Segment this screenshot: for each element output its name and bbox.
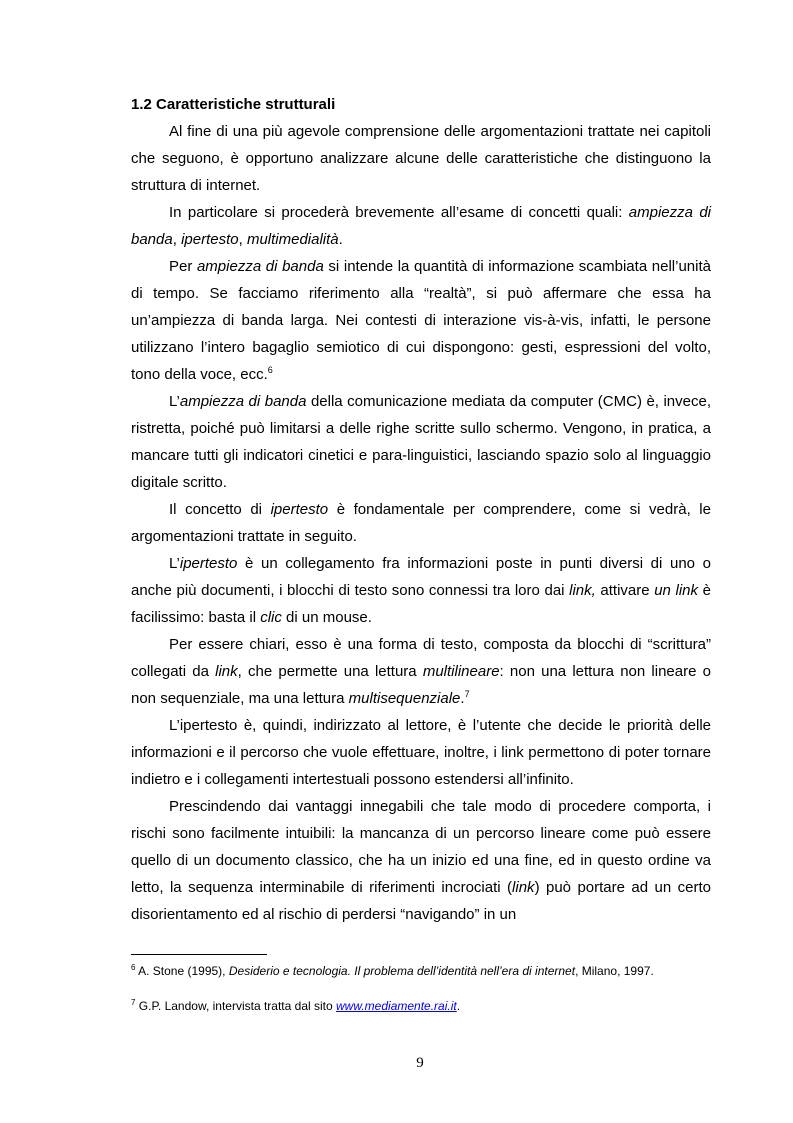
page-number: 9 <box>416 1055 424 1071</box>
footnote-marker: 7 <box>131 998 136 1007</box>
text-run: G.P. Landow, intervista tratta dal sito <box>135 999 337 1013</box>
emphasis: un link <box>654 582 699 599</box>
text-run: A. Stone (1995), <box>135 964 229 978</box>
emphasis: ipertesto <box>270 501 329 518</box>
paragraph-1 <box>131 118 711 199</box>
text-run: , che permette una lettura <box>237 663 423 680</box>
emphasis: multisequenziale <box>348 690 461 707</box>
section-heading: 1.2 Caratteristiche strutturali <box>131 96 336 113</box>
text-run: di un mouse. <box>281 609 372 626</box>
emphasis: link <box>512 879 535 896</box>
text-run: , Milano, 1997. <box>575 964 654 978</box>
main-text <box>131 92 711 928</box>
footnote-6 <box>131 959 711 984</box>
paragraph-text: L’ipertesto è, quindi, indirizzato al lettore, è l’utente che decide le priorità delle informazioni e il percorso che vuole effettuare, inoltre, i link permettono di poter tornare indietro e i collegamenti intertestuali possono estendersi all’infinito. <box>131 717 711 788</box>
emphasis: clic <box>260 609 282 626</box>
paragraph-3 <box>131 253 711 388</box>
text-run: è fondamentale per comprendere, come si vedrà, le argomentazioni trattate in seguito. <box>131 501 711 545</box>
footnote-marker: 6 <box>131 963 136 972</box>
emphasis: link <box>215 663 238 680</box>
emphasis: multilineare <box>422 663 500 680</box>
footnote-7 <box>131 994 711 1019</box>
text-run: si intende la quantità di informazione scambiata nell’unità di tempo. Se facciamo riferimento alla “realtà”, si può affermare che essa ha un’ampiezza di banda larga. Nei contesti di interazione vis-à-vis, infatti, le persone utilizzano l’intero bagaglio semiotico di cui dispongono: gesti, espressioni del volto, tono della voce, ecc. <box>131 258 711 383</box>
emphasis: ipertesto <box>179 555 238 572</box>
emphasis: ampiezza di banda <box>196 258 324 275</box>
text-run: Per <box>169 258 197 275</box>
emphasis: link, <box>569 582 596 599</box>
website-link[interactable]: www.mediamente.rai.it <box>336 999 457 1013</box>
text-run: è facilissimo: basta il <box>131 582 711 626</box>
emphasis: ampiezza di banda <box>131 204 711 248</box>
text-run: : non una lettura non lineare o non sequenziale, ma una lettura <box>131 663 711 707</box>
text-run: della comunicazione mediata da computer (CMC) è, invece, ristretta, poiché può limitarsi a delle righe scritte sullo schermo. Vengono, in pratica, a mancare tutti gli indicatori cinetici e para-linguistici, lasciando spazio solo al linguaggio digitale scritto. <box>131 393 711 491</box>
paragraph-6 <box>131 550 711 631</box>
text-run: . <box>456 999 461 1013</box>
footnote-ref-6[interactable]: 6 <box>267 365 273 375</box>
paragraph-8 <box>131 712 711 793</box>
emphasis: ampiezza di banda <box>179 393 307 410</box>
paragraph-5 <box>131 496 711 550</box>
text-run: In particolare si procederà brevemente all’esame di concetti quali: <box>169 204 629 221</box>
text-run: è un collegamento fra informazioni poste in punti diversi di uno o anche più documenti, i blocchi di testo sono connessi tra loro dai <box>131 555 711 599</box>
text-run: , <box>172 231 182 248</box>
emphasis: multimedialità <box>246 231 339 248</box>
text-run: Il concetto di <box>169 501 271 518</box>
paragraph-9 <box>131 793 711 928</box>
text-run: , <box>238 231 247 248</box>
paragraph-2 <box>131 199 711 253</box>
text-run: Per essere chiari, esso è una forma di testo, composta da blocchi di “scrittura” collegati da <box>131 636 711 680</box>
book-title: Desiderio e tecnologia. Il problema dell’identità nell’era di internet <box>228 964 576 978</box>
footnote-ref-7[interactable]: 7 <box>464 689 470 699</box>
text-run: . <box>338 231 343 248</box>
paragraph-text: Al fine di una più agevole comprensione delle argomentazioni trattate nei capitoli che seguono, è opportuno analizzare alcune delle caratteristiche che distinguono la struttura di internet. <box>131 123 711 194</box>
text-run: L’ <box>169 555 180 572</box>
footnote-separator <box>131 954 267 955</box>
text-run: ) può portare ad un certo disorientamento ed al rischio di perdersi “navigando” in un <box>131 879 711 923</box>
footnotes <box>131 954 711 1019</box>
text-run: Prescindendo dai vantaggi innegabili che tale modo di procedere comporta, i rischi sono facilmente intuibili: la mancanza di un percorso lineare come può essere quello di un documento classico, che ha un inizio ed una fine, ed in questo ordine va letto, la sequenza interminabile di riferimenti incrociati ( <box>131 798 711 896</box>
text-run: . <box>460 690 465 707</box>
text-run: attivare <box>595 582 655 599</box>
emphasis: ipertesto <box>181 231 239 248</box>
paragraph-7 <box>131 631 711 712</box>
paragraph-4 <box>131 388 711 496</box>
text-run: L’ <box>169 393 180 410</box>
